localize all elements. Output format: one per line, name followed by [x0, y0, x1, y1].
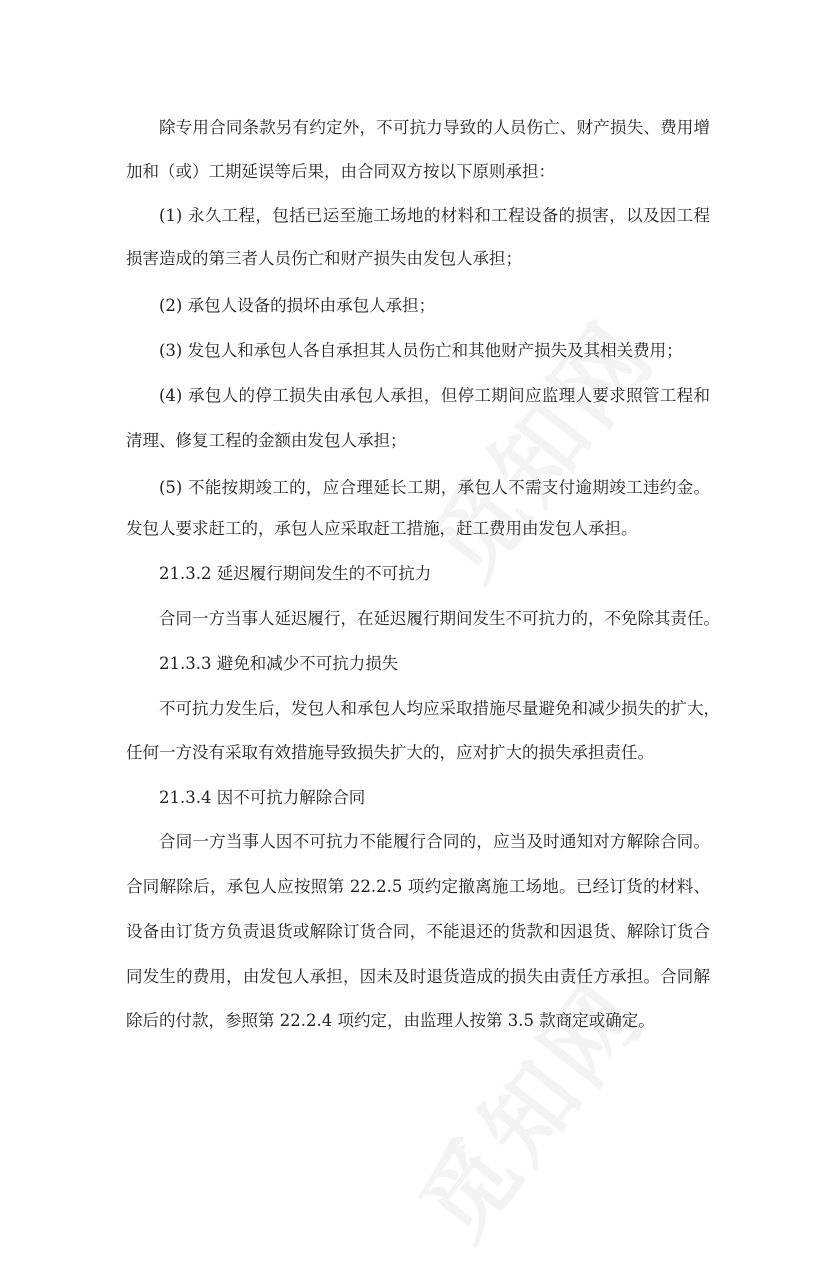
text-line: (4) 承包人的停工损失由承包人承担，但停工期间应监理人要求照管工程和: [159, 386, 710, 405]
section-heading: 21.3.3 避免和减少不可抗力损失: [159, 654, 399, 673]
text-line: 设备由订货方负责退货或解除订货合同，不能退还的货款和因退货、解除订货合: [126, 922, 710, 941]
text-line: 任何一方没有采取有效措施导致损失扩大的，应对扩大的损失承担责任。: [126, 743, 654, 762]
text-line: 清理、修复工程的金额由发包人承担；: [126, 431, 407, 450]
text-line: 同发生的费用，由发包人承担，因未及时退货造成的损失由责任方承担。合同解: [126, 967, 710, 986]
text-line: (2) 承包人设备的损坏由承包人承担；: [159, 296, 436, 315]
text-line: 合同一方当事人延迟履行，在延迟履行期间发生不可抗力的，不免除其责任。: [159, 609, 720, 628]
text-line: (1) 永久工程，包括已运至施工场地的材料和工程设备的损害，以及因工程: [159, 206, 710, 225]
text-line: 除后的付款，参照第 22.2.4 项约定，由监理人按第 3.5 款商定或确定。: [126, 1011, 655, 1030]
text-line: 除专用合同条款另有约定外，不可抗力导致的人员伤亡、财产损失、费用增: [159, 118, 710, 137]
text-line: (5) 不能按期竣工的，应合理延长工期，承包人不需支付逾期竣工违约金。: [159, 478, 710, 497]
text-line: (3) 发包人和承包人各自承担其人员伤亡和其他财产损失及其相关费用；: [159, 341, 683, 360]
text-line: 损害造成的第三者人员伤亡和财产损失由发包人承担；: [126, 249, 522, 268]
text-line: 合同一方当事人因不可抗力不能履行合同的，应当及时通知对方解除合同。: [159, 832, 710, 851]
section-heading: 21.3.2 延迟履行期间发生的不可抗力: [159, 564, 432, 583]
section-heading: 21.3.4 因不可抗力解除合同: [159, 788, 366, 807]
text-line: 加和（或）工期延误等后果，由合同双方按以下原则承担：: [126, 162, 555, 181]
watermark: [384, 950, 669, 1262]
text-line: 发包人要求赶工的，承包人应采取赶工措施，赶工费用由发包人承担。: [126, 519, 638, 538]
text-line: 合同解除后，承包人应按照第 22.2.5 项约定撤离施工场地。已经订货的材料、: [126, 877, 710, 896]
text-line: 不可抗力发生后，发包人和承包人均应采取措施尽量避免和减少损失的扩大，: [159, 699, 720, 718]
